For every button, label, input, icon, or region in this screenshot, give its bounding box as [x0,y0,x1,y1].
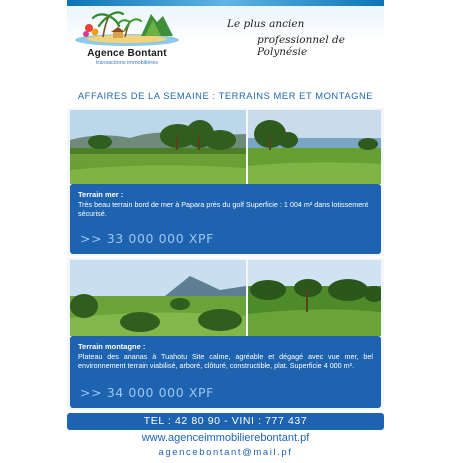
palm-island-logo-icon [73,6,181,46]
weekly-deals-headline: AFFAIRES DE LA SEMAINE : TERRAINS MER ET MONTAGNE [77,90,374,101]
sea-plot-card [70,184,381,254]
sea-plot-photo-left [70,110,246,184]
logo-subtitle: transactions immobilières [95,60,159,66]
mountain-plot-photo-left [70,260,246,336]
phone-bar: TEL : 42 80 90 - VINI : 777 437 [67,413,384,430]
mountain-plot-card [70,336,381,408]
mountain-plot-title: Terrain montagne : [78,342,146,351]
sea-plot-price: >> 33 000 000 XPF [80,231,214,246]
listing-mountain-plot [67,258,384,410]
slogan-line-2: professionnel de Polynésie [257,34,345,58]
logo-name: Agence Bontant [87,48,167,59]
mountain-plot-description: Plateau des ananas à Tuahotu Site calme, agréable et dégagé avec vue mer, bel environnement terrain viabilisé, arboré, clôturé, constructible, plat. Superficie 4 000 m². [78,352,373,370]
slogan-line-1: Le plus ancien [227,18,305,30]
sea-plot-description: Très beau terrain bord de mer à Papara près du golf Superficie : 1 004 m² dans lotissement sécurisé. [78,200,369,218]
email-link[interactable]: agencebontant@mail.pf [158,447,293,458]
sea-plot-title: Terrain mer : [78,190,124,199]
mountain-plot-price: >> 34 000 000 XPF [80,385,214,400]
flyer-sheet [67,0,384,463]
sea-plot-photo-right [248,110,381,184]
listing-sea-plot [67,108,384,256]
website-link[interactable]: www.agenceimmobilierebontant.pf [141,432,310,444]
header [67,0,384,72]
mountain-plot-photo-right [248,260,381,336]
